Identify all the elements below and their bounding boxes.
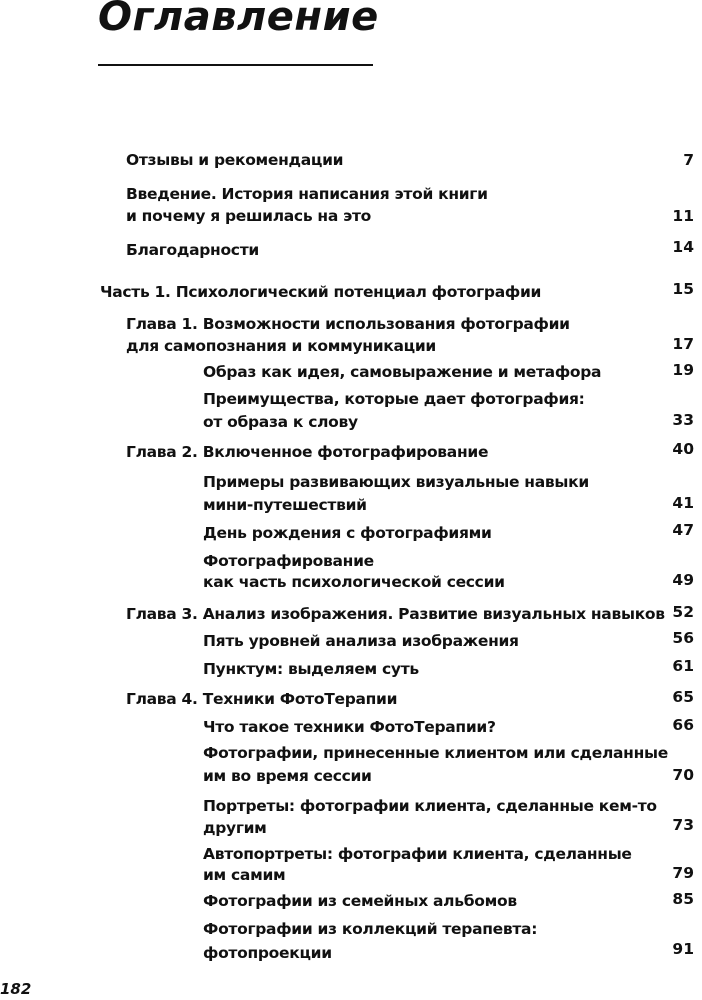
toc-entry-text: Фотографирование — [203, 552, 374, 570]
toc-page-number: 11 — [672, 207, 694, 225]
toc-page-number: 15 — [672, 280, 694, 298]
toc-entry-text: Образ как идея, самовыражение и метафора — [203, 363, 602, 381]
toc-entry-text: Введение. История написания этой книги — [126, 185, 488, 203]
page-number-footer: 182 — [0, 980, 32, 998]
toc-page-number: 52 — [672, 603, 694, 621]
toc-entry-text: Портреты: фотографии клиента, сделанные кем-то — [203, 797, 657, 815]
toc-entry-text: Преимущества, которые дает фотография: — [203, 390, 585, 408]
toc-entry-text: от образа к слову — [203, 413, 358, 431]
title-underline — [98, 64, 373, 66]
toc-entry-text: Отзывы и рекомендации — [126, 151, 344, 169]
toc-page-number: 40 — [672, 440, 694, 458]
toc-page-number: 49 — [672, 571, 694, 589]
toc-entry-text: другим — [203, 819, 267, 837]
toc-entry-text: Глава 2. Включенное фотографирование — [126, 443, 489, 461]
toc-entry-text: Фотографии, принесенные клиентом или сделанные — [203, 744, 668, 762]
toc-entry-text: День рождения с фотографиями — [203, 524, 492, 542]
toc-entry-text: фотопроекции — [203, 944, 332, 962]
toc-entry-text: и почему я решилась на это — [126, 207, 371, 225]
toc-page-number: 56 — [672, 629, 694, 647]
toc-entry-text: для самопознания и коммуникации — [126, 337, 436, 355]
toc-page-number: 14 — [672, 238, 694, 256]
toc-entry-text: им самим — [203, 866, 286, 884]
page-title: Оглавление — [98, 0, 379, 40]
toc-entry-text: Фотографии из коллекций терапевта: — [203, 920, 538, 938]
toc-page-number: 7 — [683, 151, 694, 169]
toc-page-number: 33 — [672, 411, 694, 429]
toc-page-number: 91 — [672, 940, 694, 958]
toc-page-number: 85 — [672, 890, 694, 908]
toc-entry-text: Что такое техники ФотоТерапии? — [203, 718, 496, 736]
toc-entry-text: Пунктум: выделяем суть — [203, 660, 419, 678]
toc-page-number: 70 — [672, 766, 694, 784]
toc-entry-text: мини-путешествий — [203, 496, 367, 514]
toc-page-number: 41 — [672, 494, 694, 512]
toc-page-number: 17 — [672, 335, 694, 353]
toc-entry-text: как часть психологической сессии — [203, 573, 505, 591]
toc-entry-text: Глава 3. Анализ изображения. Развитие визуальных навыков — [126, 605, 665, 623]
toc-entry-text: Фотографии из семейных альбомов — [203, 892, 517, 910]
toc-page-number: 19 — [672, 361, 694, 379]
toc-entry-text: Пять уровней анализа изображения — [203, 632, 519, 650]
toc-entry-text: им во время сессии — [203, 767, 372, 785]
toc-page-number: 79 — [672, 864, 694, 882]
toc-entry-text: Глава 1. Возможности использования фотографии — [126, 315, 570, 333]
toc-entry-text: Часть 1. Психологический потенциал фотографии — [100, 283, 542, 301]
toc-page-number: 73 — [672, 816, 694, 834]
toc-entry-text: Автопортреты: фотографии клиента, сделанные — [203, 845, 632, 863]
toc-page-number: 47 — [672, 521, 694, 539]
toc-entry-text: Примеры развивающих визуальные навыки — [203, 473, 589, 491]
toc-page-number: 61 — [672, 657, 694, 675]
toc-page-number: 66 — [672, 716, 694, 734]
toc-entry-text: Благодарности — [126, 241, 259, 259]
toc-page-number: 65 — [672, 688, 694, 706]
toc-entry-text: Глава 4. Техники ФотоТерапии — [126, 690, 398, 708]
